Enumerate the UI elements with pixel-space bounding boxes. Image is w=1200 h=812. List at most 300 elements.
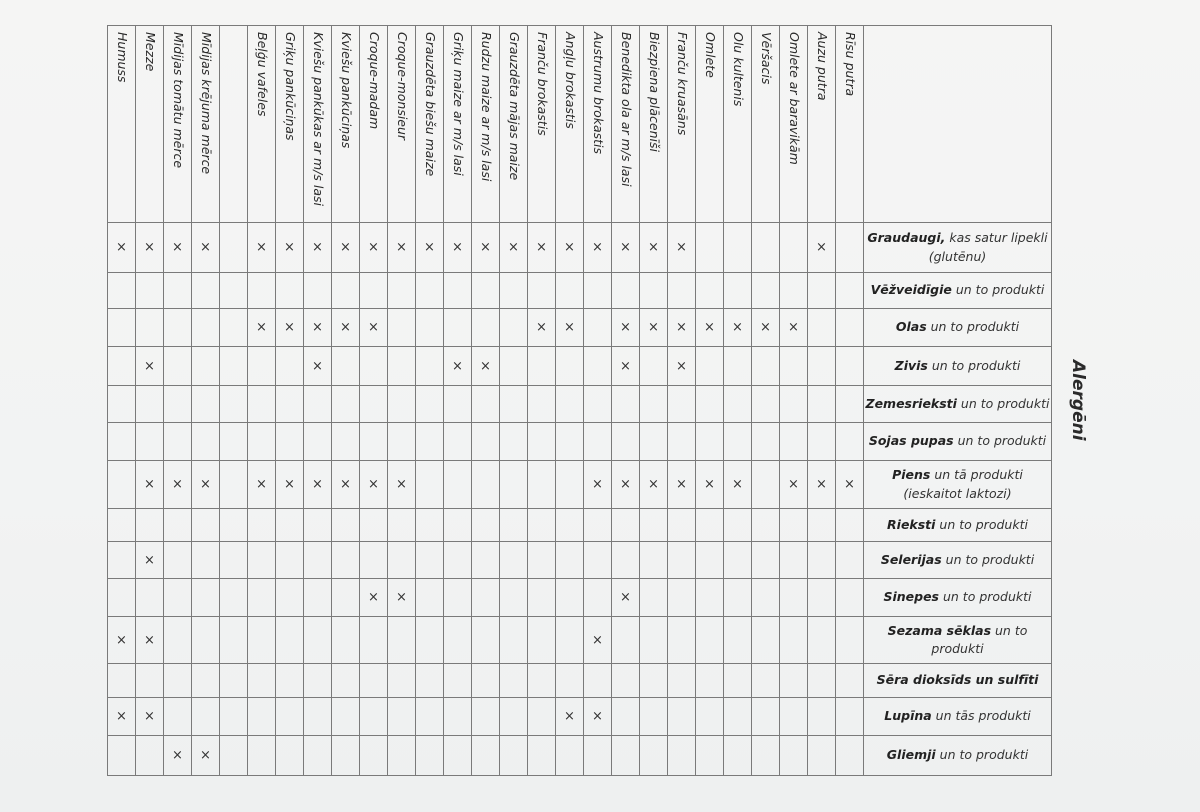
empty-cell (612, 736, 640, 776)
empty-cell (472, 698, 500, 736)
empty-cell (416, 736, 444, 776)
allergen-mark: × (612, 309, 640, 347)
empty-cell (444, 423, 472, 461)
empty-cell (276, 347, 304, 386)
empty-cell (248, 617, 276, 664)
empty-cell (640, 542, 668, 579)
empty-cell (640, 509, 668, 542)
empty-cell (136, 736, 164, 776)
allergen-mark: × (584, 617, 612, 664)
empty-cell (472, 542, 500, 579)
empty-cell (752, 461, 780, 509)
dish-name: Mezze (142, 32, 158, 72)
allergen-row (108, 542, 1052, 579)
allergen-name: Rieksti (887, 516, 936, 532)
empty-cell (388, 423, 416, 461)
empty-cell (668, 736, 696, 776)
empty-cell (108, 461, 136, 509)
empty-cell (332, 542, 360, 579)
empty-cell (108, 509, 136, 542)
empty-cell (220, 309, 248, 347)
empty-cell (500, 273, 528, 309)
empty-cell (416, 509, 444, 542)
empty-cell (528, 461, 556, 509)
allergen-mark: × (668, 223, 696, 273)
allergen-row (108, 461, 1052, 509)
empty-cell (528, 698, 556, 736)
empty-cell (668, 542, 696, 579)
dish-column-header (556, 26, 584, 223)
empty-cell (360, 509, 388, 542)
empty-cell (416, 664, 444, 698)
empty-cell (640, 386, 668, 423)
empty-cell (752, 509, 780, 542)
empty-cell (192, 309, 220, 347)
empty-cell (416, 617, 444, 664)
empty-cell (332, 509, 360, 542)
dish-column-header (724, 26, 752, 223)
allergen-label (864, 273, 1052, 309)
empty-cell (724, 579, 752, 617)
empty-cell (584, 736, 612, 776)
empty-cell (556, 509, 584, 542)
allergen-mark: × (640, 309, 668, 347)
allergen-row (108, 736, 1052, 776)
empty-cell (612, 542, 640, 579)
allergen-label (864, 736, 1052, 776)
allergen-mark: × (192, 736, 220, 776)
empty-cell (696, 223, 724, 273)
empty-cell (444, 542, 472, 579)
empty-cell (500, 664, 528, 698)
allergen-mark: × (360, 309, 388, 347)
empty-cell (276, 664, 304, 698)
empty-cell (304, 542, 332, 579)
empty-cell (556, 542, 584, 579)
allergen-label (864, 579, 1052, 617)
empty-cell (472, 423, 500, 461)
empty-cell (444, 509, 472, 542)
empty-cell (388, 664, 416, 698)
dish-name: Griķu maize ar m/s lasi (450, 32, 466, 176)
dish-column-header (220, 26, 248, 223)
allergen-mark: × (192, 223, 220, 273)
dish-name: Austrumu brokastis (590, 32, 606, 155)
dish-column-header (136, 26, 164, 223)
empty-cell (752, 347, 780, 386)
allergen-mark: × (136, 617, 164, 664)
allergen-description: un to produkti (939, 589, 1032, 605)
dish-name: Griķu pankūciņas (282, 32, 298, 141)
empty-cell (416, 461, 444, 509)
empty-cell (584, 542, 612, 579)
empty-cell (836, 509, 864, 542)
allergen-mark: × (752, 309, 780, 347)
dish-column-header (640, 26, 668, 223)
empty-cell (752, 273, 780, 309)
empty-cell (500, 423, 528, 461)
empty-cell (752, 223, 780, 273)
empty-cell (808, 386, 836, 423)
empty-cell (108, 347, 136, 386)
empty-cell (612, 273, 640, 309)
empty-cell (836, 423, 864, 461)
table-title: Alergēni (1068, 360, 1088, 441)
allergen-description: un tā produkti (ieskaitot laktozi) (903, 467, 1023, 501)
dish-name: Mīdijas krējuma mērce (198, 32, 214, 175)
empty-cell (836, 542, 864, 579)
empty-cell (556, 664, 584, 698)
allergen-mark: × (556, 223, 584, 273)
empty-cell (416, 579, 444, 617)
empty-cell (836, 223, 864, 273)
empty-cell (388, 273, 416, 309)
empty-cell (304, 664, 332, 698)
empty-cell (556, 617, 584, 664)
empty-cell (444, 664, 472, 698)
empty-cell (108, 309, 136, 347)
allergen-label (864, 542, 1052, 579)
allergen-row (108, 273, 1052, 309)
empty-cell (276, 579, 304, 617)
empty-cell (220, 617, 248, 664)
allergen-description: un to produkti (926, 319, 1020, 335)
empty-cell (500, 509, 528, 542)
empty-cell (808, 273, 836, 309)
empty-cell (360, 736, 388, 776)
empty-cell (556, 347, 584, 386)
allergen-mark: × (360, 223, 388, 273)
dish-column-header (444, 26, 472, 223)
allergen-label (864, 461, 1052, 509)
dish-column-header (388, 26, 416, 223)
empty-cell (388, 698, 416, 736)
empty-cell (808, 423, 836, 461)
empty-cell (724, 698, 752, 736)
dish-column-header (332, 26, 360, 223)
dish-name: Beļģu vafeles (254, 32, 270, 117)
dish-column-header (276, 26, 304, 223)
empty-cell (360, 423, 388, 461)
empty-cell (556, 423, 584, 461)
dish-column-header (612, 26, 640, 223)
allergen-mark: × (388, 461, 416, 509)
allergen-description: kas satur lipekli (glutēnu) (928, 230, 1048, 264)
empty-cell (808, 579, 836, 617)
allergen-mark: × (304, 347, 332, 386)
empty-cell (668, 698, 696, 736)
empty-cell (780, 736, 808, 776)
allergen-row (108, 223, 1052, 273)
empty-cell (304, 386, 332, 423)
allergen-name: Piens (892, 467, 931, 483)
empty-cell (304, 423, 332, 461)
empty-cell (556, 579, 584, 617)
empty-cell (388, 617, 416, 664)
empty-cell (332, 736, 360, 776)
empty-cell (276, 698, 304, 736)
empty-cell (640, 736, 668, 776)
empty-cell (360, 386, 388, 423)
empty-cell (444, 698, 472, 736)
empty-cell (780, 617, 808, 664)
empty-cell (416, 347, 444, 386)
empty-cell (332, 273, 360, 309)
empty-cell (472, 736, 500, 776)
empty-cell (528, 664, 556, 698)
empty-cell (108, 736, 136, 776)
empty-cell (836, 579, 864, 617)
dish-column-header (472, 26, 500, 223)
empty-cell (164, 423, 192, 461)
allergen-label (864, 423, 1052, 461)
empty-cell (108, 423, 136, 461)
empty-cell (612, 423, 640, 461)
empty-cell (164, 542, 192, 579)
empty-cell (276, 423, 304, 461)
allergen-name: Sezama sēklas (887, 622, 992, 638)
empty-cell (724, 386, 752, 423)
empty-cell (304, 698, 332, 736)
dish-column-header (668, 26, 696, 223)
empty-cell (220, 347, 248, 386)
empty-cell (248, 542, 276, 579)
empty-cell (444, 736, 472, 776)
empty-cell (360, 617, 388, 664)
empty-cell (416, 273, 444, 309)
empty-cell (640, 423, 668, 461)
empty-cell (108, 542, 136, 579)
empty-cell (164, 698, 192, 736)
allergen-mark: × (528, 309, 556, 347)
empty-cell (332, 423, 360, 461)
empty-cell (556, 461, 584, 509)
allergen-mark: × (108, 223, 136, 273)
allergen-mark: × (612, 347, 640, 386)
empty-cell (836, 736, 864, 776)
empty-cell (612, 664, 640, 698)
empty-cell (276, 509, 304, 542)
empty-cell (192, 386, 220, 423)
allergen-name: Sojas pupas (868, 433, 954, 449)
empty-cell (780, 509, 808, 542)
empty-cell (192, 579, 220, 617)
empty-cell (836, 386, 864, 423)
allergen-label (864, 617, 1052, 664)
allergen-mark: × (472, 347, 500, 386)
empty-cell (584, 423, 612, 461)
allergen-name: Gliemji (886, 747, 936, 763)
empty-cell (696, 579, 724, 617)
empty-cell (640, 664, 668, 698)
dish-name: Biezpiena plācenīši (646, 32, 662, 152)
empty-cell (780, 347, 808, 386)
empty-cell (220, 423, 248, 461)
empty-cell (696, 664, 724, 698)
empty-cell (248, 273, 276, 309)
allergen-mark: × (164, 736, 192, 776)
empty-cell (332, 579, 360, 617)
dish-column-header (584, 26, 612, 223)
empty-cell (332, 386, 360, 423)
header-row (108, 26, 1052, 223)
dish-column-header (528, 26, 556, 223)
empty-cell (444, 309, 472, 347)
empty-cell (108, 386, 136, 423)
empty-cell (388, 386, 416, 423)
allergen-name: Graudaugi, (867, 230, 946, 246)
dish-name: Grauzdēta mājas maize (506, 32, 522, 181)
empty-cell (500, 579, 528, 617)
empty-cell (724, 423, 752, 461)
empty-cell (360, 664, 388, 698)
dish-column-header (752, 26, 780, 223)
allergen-mark: × (108, 698, 136, 736)
allergen-label (864, 509, 1052, 542)
dish-name: Auzu putra (814, 32, 830, 101)
allergen-mark: × (500, 223, 528, 273)
empty-cell (304, 579, 332, 617)
allergen-mark: × (360, 461, 388, 509)
dish-column-header (248, 26, 276, 223)
empty-cell (696, 423, 724, 461)
empty-cell (808, 617, 836, 664)
empty-cell (752, 617, 780, 664)
allergen-table (107, 25, 1052, 776)
dish-column-header (304, 26, 332, 223)
empty-cell (388, 309, 416, 347)
empty-cell (500, 461, 528, 509)
empty-cell (836, 664, 864, 698)
allergen-mark: × (276, 461, 304, 509)
allergen-row (108, 579, 1052, 617)
empty-cell (696, 698, 724, 736)
empty-cell (528, 423, 556, 461)
empty-cell (668, 386, 696, 423)
empty-cell (500, 347, 528, 386)
allergen-mark: × (136, 542, 164, 579)
empty-cell (276, 273, 304, 309)
empty-cell (724, 509, 752, 542)
dish-name: Grauzdēta biešu maize (422, 32, 438, 177)
empty-cell (444, 617, 472, 664)
empty-cell (416, 698, 444, 736)
allergen-mark: × (332, 309, 360, 347)
empty-cell (472, 309, 500, 347)
empty-cell (808, 309, 836, 347)
empty-cell (472, 273, 500, 309)
allergen-mark: × (444, 347, 472, 386)
empty-cell (640, 617, 668, 664)
empty-cell (388, 347, 416, 386)
allergen-name: Lupīna (884, 708, 932, 724)
empty-cell (584, 273, 612, 309)
empty-cell (164, 617, 192, 664)
empty-cell (780, 273, 808, 309)
empty-cell (836, 617, 864, 664)
allergen-row (108, 509, 1052, 542)
dish-name: Omlete ar baravikām (786, 32, 802, 165)
empty-cell (444, 386, 472, 423)
empty-cell (192, 423, 220, 461)
empty-cell (724, 617, 752, 664)
empty-cell (360, 273, 388, 309)
empty-cell (416, 386, 444, 423)
empty-cell (752, 542, 780, 579)
empty-cell (528, 542, 556, 579)
allergen-name: Olas (895, 319, 927, 335)
allergen-label (864, 309, 1052, 347)
empty-cell (836, 273, 864, 309)
empty-cell (248, 736, 276, 776)
empty-cell (472, 386, 500, 423)
empty-cell (444, 273, 472, 309)
empty-cell (248, 347, 276, 386)
empty-cell (640, 698, 668, 736)
empty-cell (304, 509, 332, 542)
empty-cell (332, 698, 360, 736)
allergen-mark: × (388, 579, 416, 617)
empty-cell (752, 386, 780, 423)
allergen-mark: × (444, 223, 472, 273)
allergen-row (108, 617, 1052, 664)
allergen-mark: × (304, 309, 332, 347)
empty-cell (640, 579, 668, 617)
empty-cell (556, 386, 584, 423)
allergen-mark: × (556, 698, 584, 736)
allergen-mark: × (612, 579, 640, 617)
empty-cell (696, 736, 724, 776)
empty-cell (724, 273, 752, 309)
allergen-mark: × (136, 698, 164, 736)
empty-cell (220, 664, 248, 698)
dish-name: Benedikta ola ar m/s lasi (618, 32, 634, 187)
allergen-name: Vēžveidīgie (870, 282, 952, 298)
allergen-row (108, 386, 1052, 423)
empty-cell (332, 347, 360, 386)
empty-cell (192, 273, 220, 309)
empty-cell (332, 664, 360, 698)
empty-cell (388, 509, 416, 542)
empty-cell (136, 273, 164, 309)
empty-cell (388, 736, 416, 776)
empty-cell (304, 617, 332, 664)
dish-column-header (416, 26, 444, 223)
empty-cell (808, 698, 836, 736)
empty-cell (276, 736, 304, 776)
dish-column-header (192, 26, 220, 223)
allergen-description: un to produkti (931, 622, 1028, 656)
empty-cell (780, 698, 808, 736)
empty-cell (668, 423, 696, 461)
allergen-mark: × (304, 223, 332, 273)
allergen-mark: × (640, 461, 668, 509)
empty-cell (220, 509, 248, 542)
empty-cell (640, 273, 668, 309)
empty-cell (724, 664, 752, 698)
empty-cell (584, 347, 612, 386)
allergen-name: Sinepes (883, 589, 939, 605)
allergen-mark: × (136, 347, 164, 386)
empty-cell (612, 509, 640, 542)
empty-cell (724, 542, 752, 579)
empty-cell (276, 386, 304, 423)
empty-cell (528, 617, 556, 664)
empty-cell (584, 579, 612, 617)
corner-cell (864, 26, 1052, 223)
empty-cell (556, 273, 584, 309)
empty-cell (108, 664, 136, 698)
